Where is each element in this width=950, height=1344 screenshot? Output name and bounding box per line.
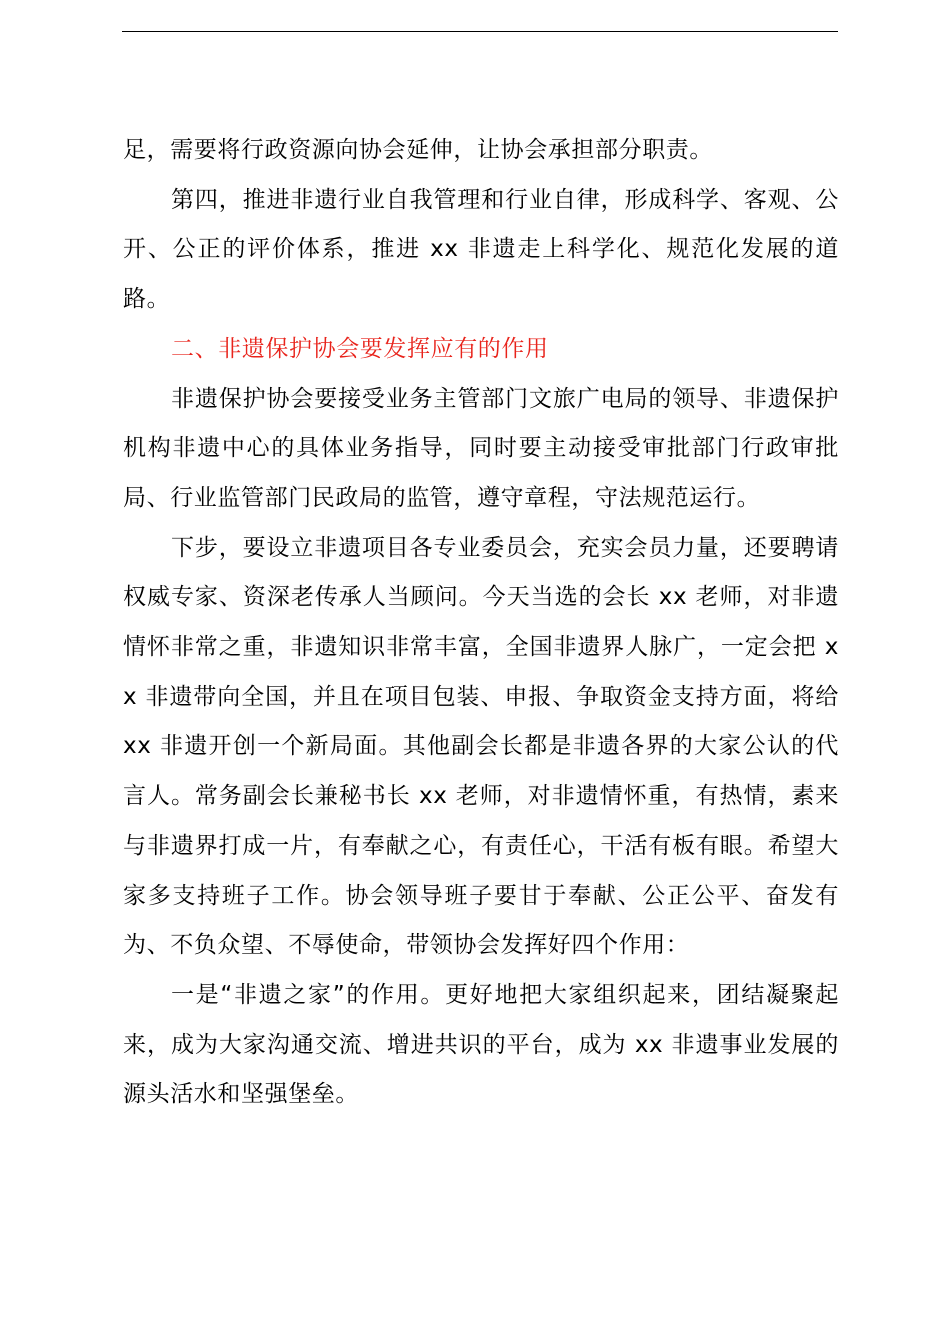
header-rule xyxy=(122,31,838,32)
paragraph-continuation: 足，需要将行政资源向协会延伸，让协会承担部分职责。 xyxy=(123,137,713,163)
paragraph-supervision: 非遗保护协会要接受业务主管部门文旅广电局的领导、非遗保护机构非遗中心的具体业务指导，同时要主动接受审批部门行政审批局、行业监管部门民政局的监管，遵守章程，守法规范运行。 xyxy=(123,385,839,511)
paragraph-fourth-point: 第四，推进非遗行业自我管理和行业自律，形成科学、客观、公开、公正的评价体系，推进 xx 非遗走上科学化、规范化发展的道路。 xyxy=(123,186,839,313)
paragraph-first-role: 一是“非遗之家”的作用。更好地把大家组织起来，团结凝聚起来，成为大家沟通交流、增进共识的平台，成为 xx 非遗事业发展的源头活水和坚强堡垒。 xyxy=(123,981,839,1108)
section-heading: 二、非遗保护协会要发挥应有的作用 xyxy=(171,335,549,362)
document-body xyxy=(123,126,839,1120)
paragraph-next-steps: 下步，要设立非遗项目各专业委员会，充实会员力量，还要聘请权威专家、资深老传承人当顾问。今天当选的会长 xx 老师，对非遗情怀非常之重，非遗知识非常丰富，全国非遗界人脉广，一定会把 xx 非遗带向全国，并且在项目包装、申报、争取资金支持方面，将给 xx 非遗开创一个新局面。其他副会长都是非遗各界的大家公认的代言人。常务副会长兼秘书长 xx 老师，对非遗情怀重，有热情，素来与非遗界打成一片，有奉献之心，有责任心，干活有板有眼。希望大家多支持班子工作。协会领导班子要甘于奉献、公正公平、奋发有为、不负众望、不辱使命，带领协会发挥好四个作用： xyxy=(123,534,839,959)
